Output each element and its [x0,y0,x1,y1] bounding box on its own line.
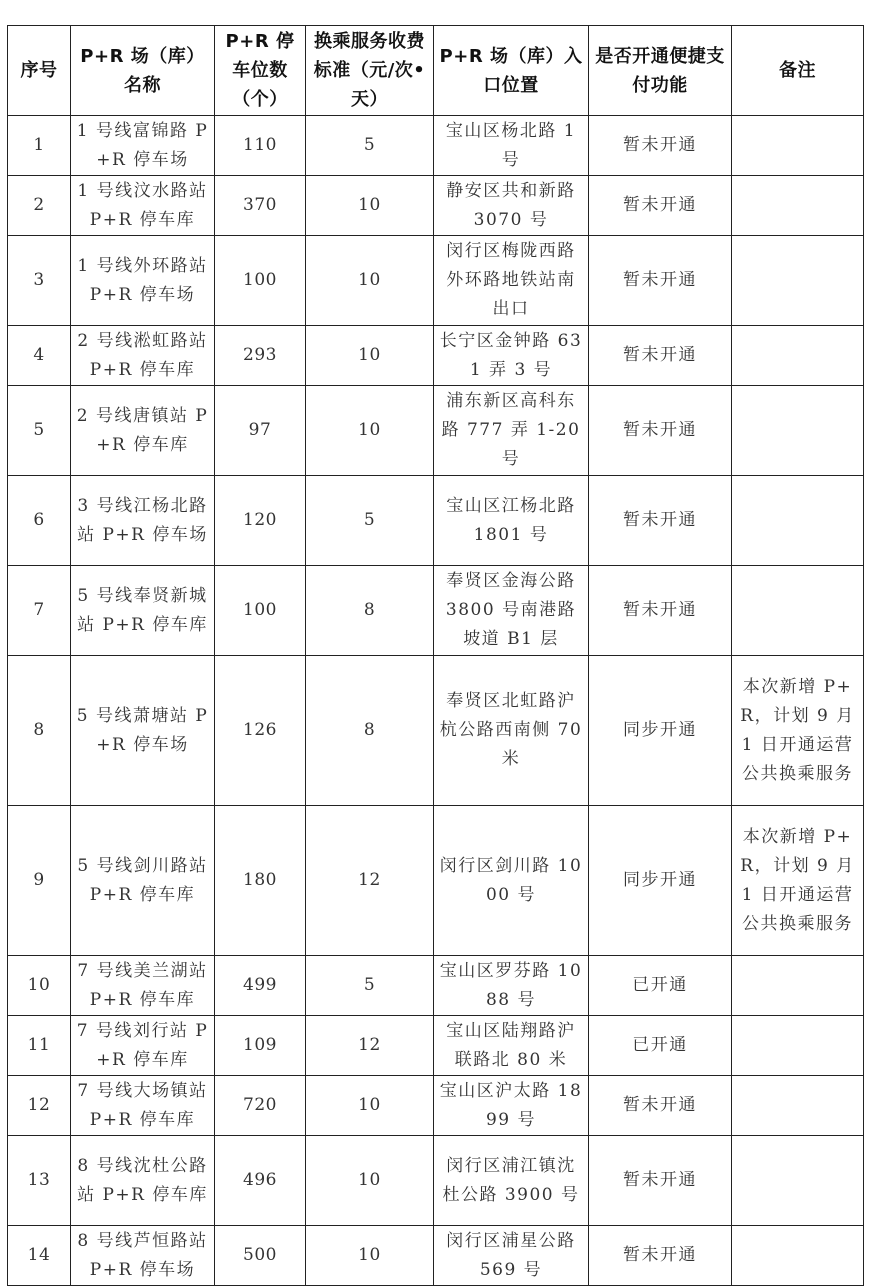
cell-spaces: 97 [215,386,306,476]
cell-location: 闵行区浦江镇沈杜公路 3900 号 [434,1136,589,1226]
table-row [8,386,864,476]
cell-index: 12 [8,1076,71,1136]
table-row [8,1136,864,1226]
cell-payment: 同步开通 [589,806,732,956]
cell-spaces: 109 [215,1016,306,1076]
cell-index: 2 [8,176,71,236]
cell-location: 宝山区江杨北路 1801 号 [434,476,589,566]
cell-fee: 10 [306,1136,434,1226]
cell-index: 4 [8,326,71,386]
cell-spaces: 293 [215,326,306,386]
cell-location: 宝山区杨北路 1 号 [434,116,589,176]
table-row [8,326,864,386]
header-spaces: P+R 停车位数（个） [215,26,306,116]
cell-fee: 10 [306,236,434,326]
table-row [8,956,864,1016]
cell-note: 本次新增 P+R，计划 9 月 1 日开通运营公共换乘服务 [732,656,864,806]
cell-fee: 10 [306,1226,434,1286]
cell-location: 宝山区陆翔路沪联路北 80 米 [434,1016,589,1076]
cell-name: 5 号线剑川路站 P+R 停车库 [71,806,215,956]
cell-fee: 10 [306,326,434,386]
cell-fee: 8 [306,656,434,806]
cell-fee: 5 [306,956,434,1016]
cell-location: 闵行区剑川路 1000 号 [434,806,589,956]
cell-spaces: 120 [215,476,306,566]
cell-fee: 8 [306,566,434,656]
cell-location: 长宁区金钟路 631 弄 3 号 [434,326,589,386]
cell-fee: 10 [306,386,434,476]
cell-name: 3 号线江杨北路站 P+R 停车场 [71,476,215,566]
cell-name: 5 号线萧塘站 P+R 停车场 [71,656,215,806]
cell-note [732,1016,864,1076]
cell-spaces: 370 [215,176,306,236]
table-row [8,1076,864,1136]
cell-location: 闵行区浦星公路 569 号 [434,1226,589,1286]
cell-spaces: 499 [215,956,306,1016]
cell-name: 1 号线汶水路站 P+R 停车库 [71,176,215,236]
table-row [8,116,864,176]
cell-name: 7 号线刘行站 P+R 停车库 [71,1016,215,1076]
table-row [8,566,864,656]
cell-note [732,176,864,236]
cell-location: 静安区共和新路 3070 号 [434,176,589,236]
cell-location: 宝山区沪太路 1899 号 [434,1076,589,1136]
cell-index: 13 [8,1136,71,1226]
cell-note [732,566,864,656]
cell-index: 14 [8,1226,71,1286]
cell-name: 1 号线外环路站 P+R 停车场 [71,236,215,326]
cell-index: 10 [8,956,71,1016]
header-fee: 换乘服务收费标准（元/次•天） [306,26,434,116]
cell-payment: 暂未开通 [589,386,732,476]
table-row [8,656,864,806]
cell-name: 8 号线沈杜公路站 P+R 停车库 [71,1136,215,1226]
cell-fee: 5 [306,116,434,176]
header-location: P+R 场（库）入口位置 [434,26,589,116]
cell-name: 7 号线美兰湖站 P+R 停车库 [71,956,215,1016]
cell-payment: 暂未开通 [589,326,732,386]
cell-fee: 10 [306,176,434,236]
cell-name: 2 号线淞虹路站 P+R 停车库 [71,326,215,386]
cell-fee: 12 [306,806,434,956]
cell-name: 8 号线芦恒路站 P+R 停车场 [71,1226,215,1286]
cell-fee: 10 [306,1076,434,1136]
cell-location: 宝山区罗芬路 1088 号 [434,956,589,1016]
cell-index: 5 [8,386,71,476]
cell-spaces: 110 [215,116,306,176]
cell-note [732,236,864,326]
header-note: 备注 [732,26,864,116]
cell-note: 本次新增 P+R，计划 9 月 1 日开通运营公共换乘服务 [732,806,864,956]
cell-spaces: 100 [215,236,306,326]
cell-note [732,326,864,386]
cell-note [732,1076,864,1136]
cell-spaces: 500 [215,1226,306,1286]
cell-location: 奉贤区北虹路沪杭公路西南侧 70 米 [434,656,589,806]
cell-note [732,116,864,176]
cell-index: 11 [8,1016,71,1076]
cell-payment: 暂未开通 [589,236,732,326]
cell-payment: 暂未开通 [589,476,732,566]
cell-payment: 同步开通 [589,656,732,806]
cell-name: 5 号线奉贤新城站 P+R 停车库 [71,566,215,656]
cell-payment: 暂未开通 [589,176,732,236]
cell-location: 浦东新区高科东路 777 弄 1-20 号 [434,386,589,476]
table-row [8,236,864,326]
cell-payment: 已开通 [589,1016,732,1076]
header-name: P+R 场（库）名称 [71,26,215,116]
cell-index: 9 [8,806,71,956]
cell-name: 7 号线大场镇站 P+R 停车库 [71,1076,215,1136]
cell-index: 8 [8,656,71,806]
table-row [8,1226,864,1286]
cell-fee: 5 [306,476,434,566]
cell-note [732,386,864,476]
cell-payment: 已开通 [589,956,732,1016]
cell-location: 闵行区梅陇西路外环路地铁站南出口 [434,236,589,326]
cell-spaces: 126 [215,656,306,806]
cell-index: 3 [8,236,71,326]
header-payment: 是否开通便捷支付功能 [589,26,732,116]
header-index: 序号 [8,26,71,116]
cell-payment: 暂未开通 [589,1136,732,1226]
header-row [8,26,864,116]
cell-spaces: 720 [215,1076,306,1136]
table-row [8,806,864,956]
table-row [8,1016,864,1076]
cell-payment: 暂未开通 [589,1226,732,1286]
cell-payment: 暂未开通 [589,566,732,656]
cell-index: 1 [8,116,71,176]
pr-parking-table-container [7,25,864,1286]
cell-fee: 12 [306,1016,434,1076]
cell-note [732,1136,864,1226]
cell-name: 2 号线唐镇站 P+R 停车库 [71,386,215,476]
cell-payment: 暂未开通 [589,1076,732,1136]
cell-index: 7 [8,566,71,656]
pr-parking-table [7,25,864,1286]
cell-note [732,476,864,566]
cell-name: 1 号线富锦路 P+R 停车场 [71,116,215,176]
cell-spaces: 180 [215,806,306,956]
cell-note [732,956,864,1016]
table-row [8,476,864,566]
cell-note [732,1226,864,1286]
cell-spaces: 100 [215,566,306,656]
cell-spaces: 496 [215,1136,306,1226]
table-row [8,176,864,236]
cell-location: 奉贤区金海公路 3800 号南港路坡道 B1 层 [434,566,589,656]
cell-index: 6 [8,476,71,566]
cell-payment: 暂未开通 [589,116,732,176]
